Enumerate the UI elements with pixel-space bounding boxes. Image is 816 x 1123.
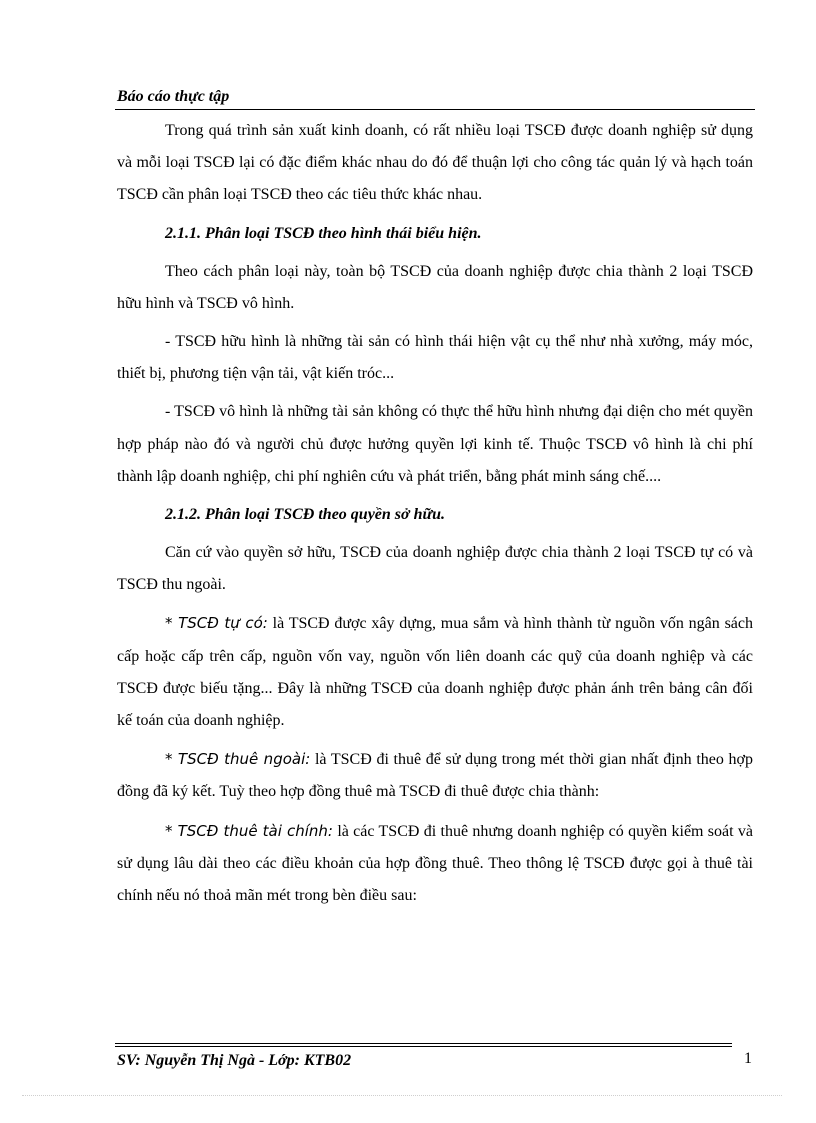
owned-assets-text: là TSCĐ được xây dựng, mua sắm và hình thành từ nguồn vốn ngân sách cấp hoặc cấp trên cấp, nguồn vốn vay, nguồn vốn liên doanh các quỹ của doanh nghiệp và các TSCĐ được biếu tặng... Đây là những TSCĐ của doanh nghiệp được phản ánh trên bảng cân đối kế toán của doanh nghiệp. — [117, 615, 753, 730]
header-divider — [115, 109, 755, 110]
paragraph-intangible-assets: - TSCĐ vô hình là những tài sản không có thực thể hữu hình nhưng đại diện cho mét quyền hợp pháp nào đó và người chủ được hưởng quyền lợi kinh tế. Thuộc TSCĐ vô hình là chi phí thành lập doanh nghiệp, chi phí nghiên cứu và phát triển, bằng phát minh sáng chế.... — [117, 403, 753, 485]
section-heading-2-1-1: 2.1.1. Phân loại TSCĐ theo hình thái biểu hiện. — [165, 224, 482, 242]
page-number: 1 — [744, 1050, 752, 1067]
paragraph-owned-assets — [117, 607, 753, 737]
term-leased-assets: * TSCĐ thuê ngoài: — [165, 750, 311, 769]
header-title: Báo cáo thực tập — [117, 88, 230, 105]
leased-assets-text: là TSCĐ đi thuê để sử dụng trong mét thời gian nhất định theo hợp đồng đã ký kết. Tuỳ theo hợp đồng thuê mà TSCĐ đi thuê được chia thành: — [117, 751, 754, 801]
term-owned-assets: * TSCĐ tự có: — [165, 614, 268, 633]
paragraph-leased-assets — [117, 743, 753, 808]
term-finance-lease: * TSCĐ thuê tài chính: — [165, 821, 333, 840]
paragraph-ownership: Căn cứ vào quyền sở hữu, TSCĐ của doanh nghiệp được chia thành 2 loại TSCĐ tự có và TSCĐ thu ngoài. — [117, 544, 753, 594]
page-bottom-dotted-border — [22, 1095, 782, 1096]
finance-lease-text: là các TSCĐ đi thuê nhưng doanh nghiệp có quyền kiểm soát và sử dụng lâu dài theo các điều khoản của hợp đồng thuê. Theo thông lệ TSCĐ được gọi à thuê tài chính nếu nó thoả mãn mét trong bèn điều sau: — [117, 822, 754, 905]
paragraph-classification: Theo cách phân loại này, toàn bộ TSCĐ của doanh nghiệp được chia thành 2 loại TSCĐ hữu hình và TSCĐ vô hình. — [117, 262, 753, 312]
paragraph-finance-lease — [117, 815, 753, 913]
footer-author: SV: Nguyễn Thị Ngà - Lớp: KTB02 — [117, 1052, 352, 1069]
paragraph-intro: Trong quá trình sản xuất kinh doanh, có rất nhiều loại TSCĐ được doanh nghiệp sử dụng và mỗi loại TSCĐ lại có đặc điểm khác nhau do đó để thuận lợi cho công tác quản lý và hạch toán TSCĐ cần phân loại TSCĐ theo các tiêu thức khác nhau. — [117, 122, 753, 204]
footer-divider-top — [115, 1043, 732, 1044]
section-heading-2-1-2: 2.1.2. Phân loại TSCĐ theo quyền sở hữu. — [165, 506, 445, 524]
paragraph-tangible-assets: - TSCĐ hữu hình là những tài sản có hình thái hiện vật cụ thể như nhà xưởng, máy móc, thiết bị, phương tiện vận tải, vật kiến tróc... — [117, 333, 753, 383]
footer-divider-bottom — [115, 1046, 732, 1047]
document-body — [117, 115, 753, 912]
